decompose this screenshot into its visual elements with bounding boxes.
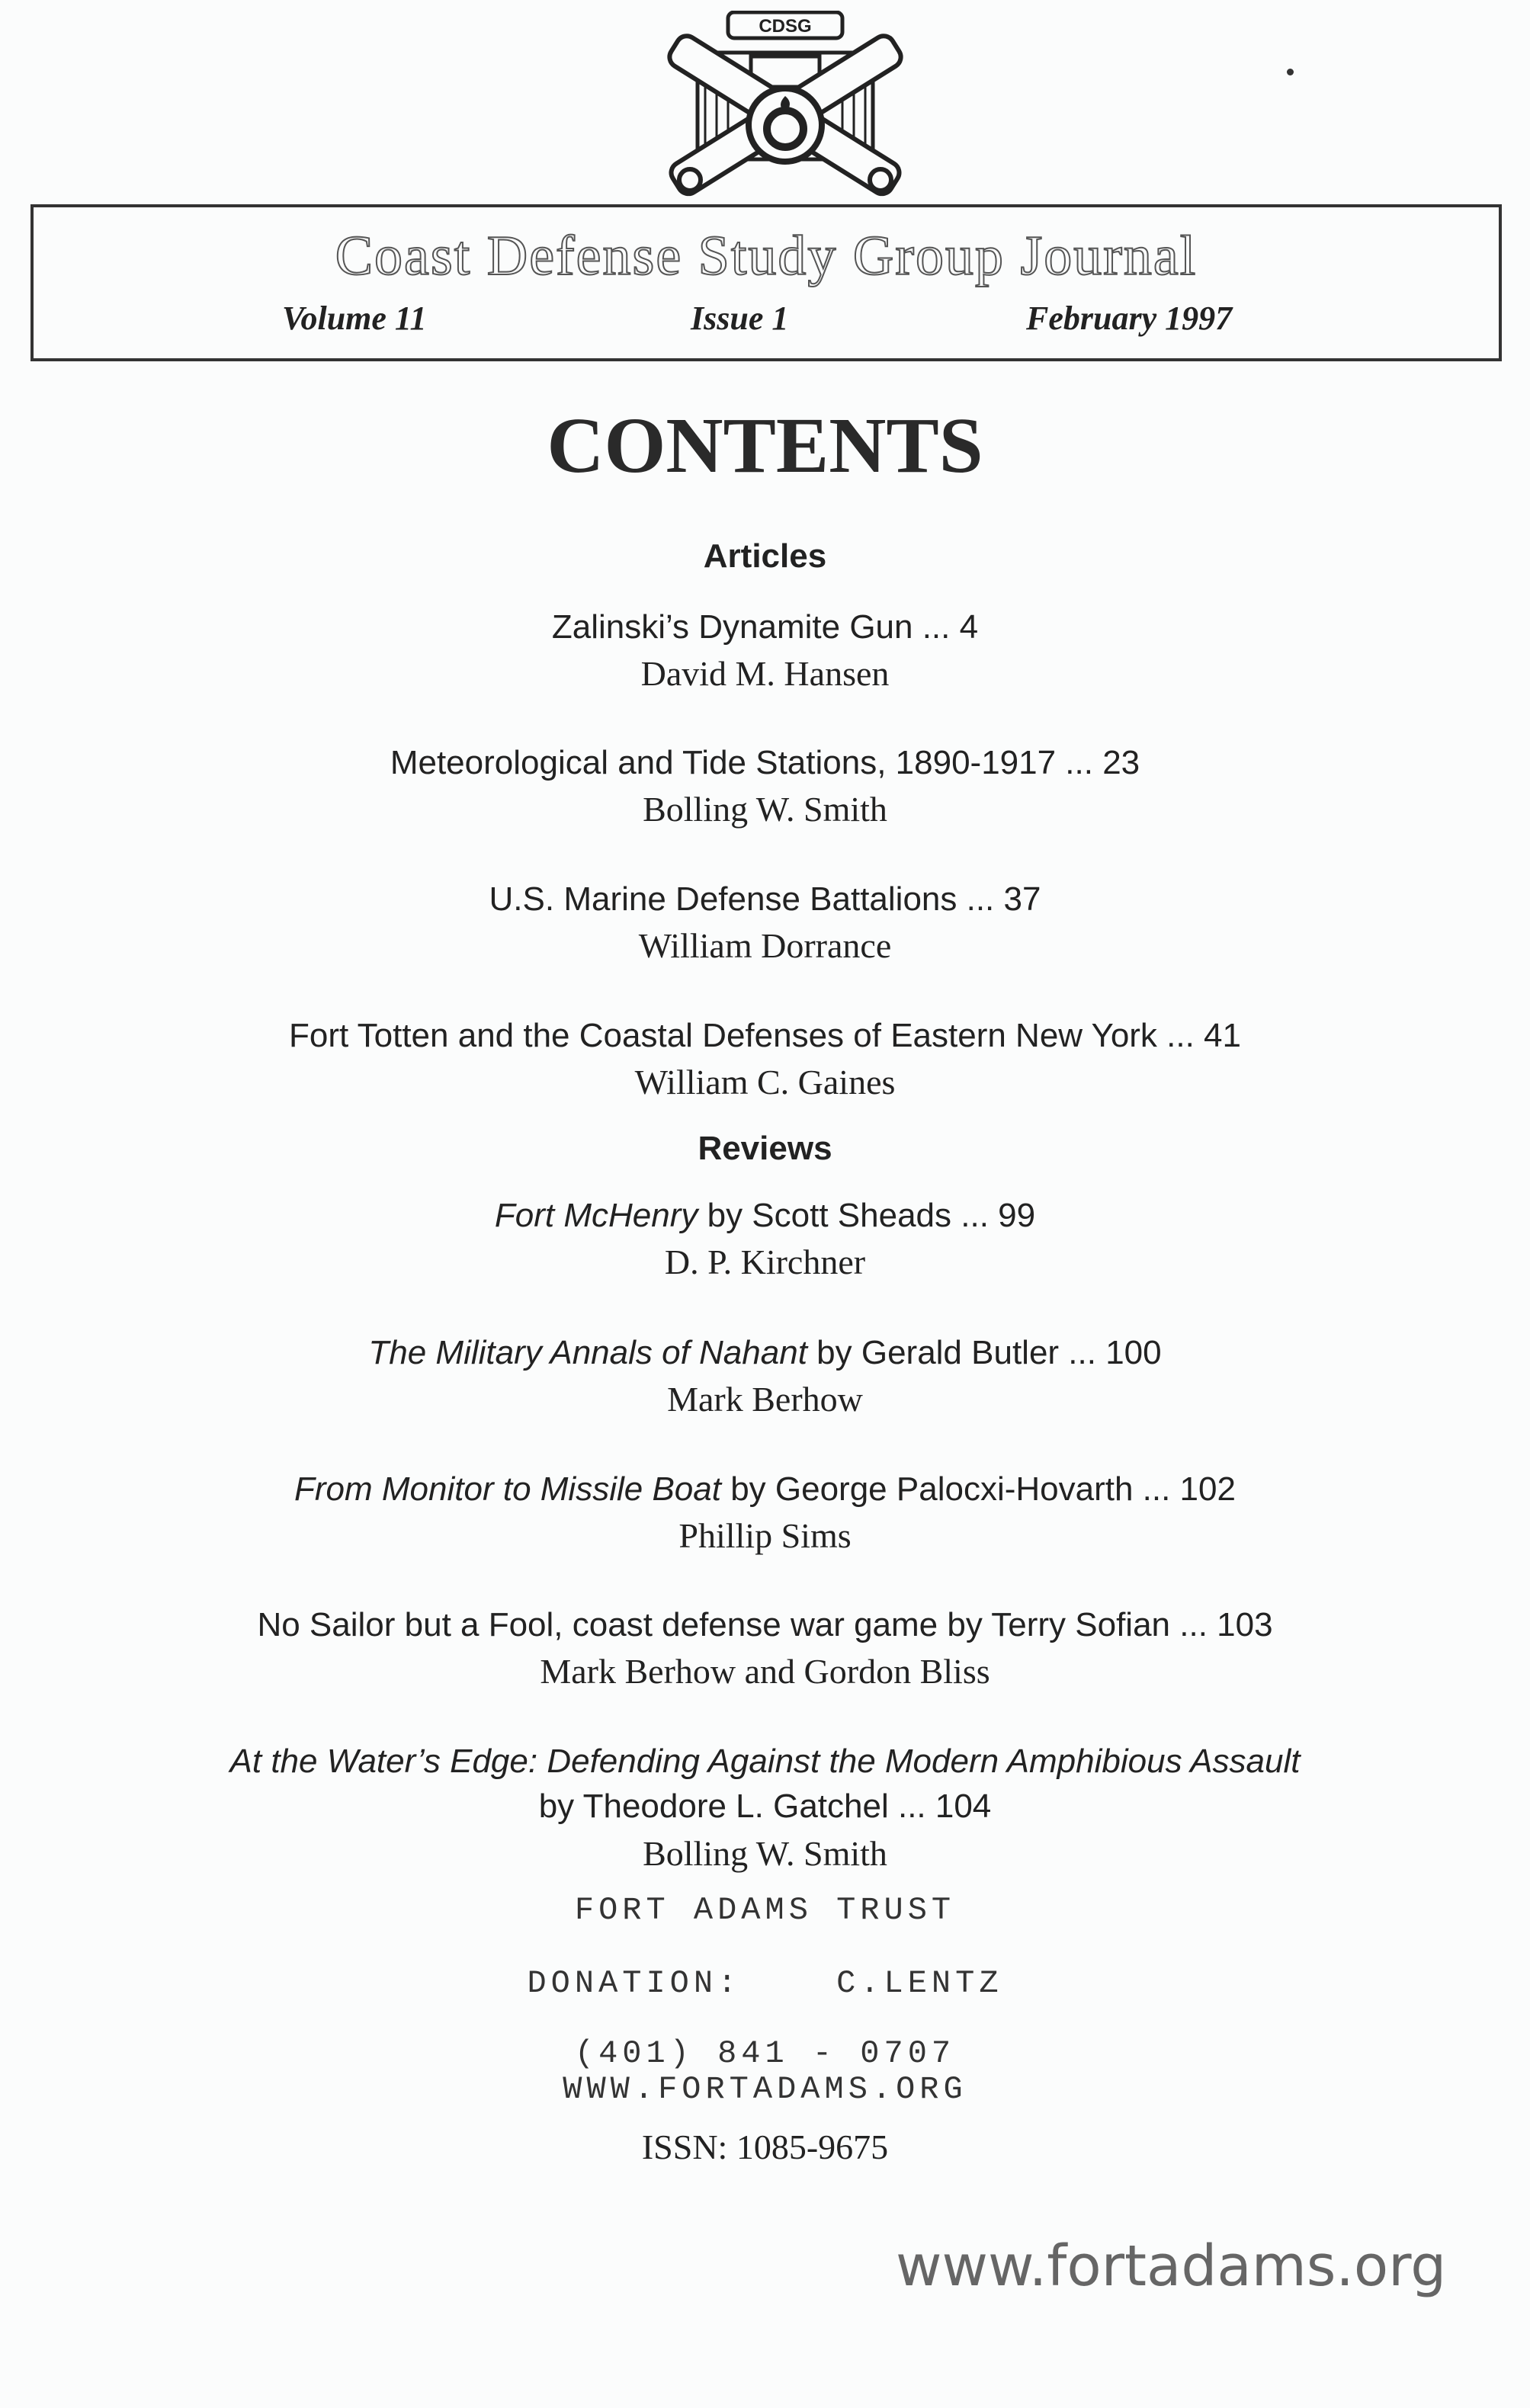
articles-heading: Articles xyxy=(703,537,827,575)
review-title-2-rest: by Gerald Butler ... 100 xyxy=(807,1334,1162,1371)
review-title-5 xyxy=(0,1743,1530,1781)
review-title-5-book: At the Water’s Edge: Defending Against the Modern Amphibious Assault xyxy=(229,1743,1301,1780)
article-title-2: Meteorological and Tide Stations, 1890-1917 ... 23 xyxy=(390,744,1140,781)
review-title-2 xyxy=(0,1334,1530,1372)
article-author-3: William Dorrance xyxy=(638,926,892,965)
review-title-3-rest: by George Palocxi-Hovarth ... 102 xyxy=(720,1470,1236,1508)
stamp-website: WWW.FORTADAMS.ORG xyxy=(563,2071,967,2108)
article-author-2: Bolling W. Smith xyxy=(643,790,887,829)
review-title-4: No Sailor but a Fool, coast defense war game by Terry Sofian ... 103 xyxy=(257,1606,1273,1643)
stamp-phone: (401) 841 - 0707 xyxy=(574,2035,956,2072)
watermark-url: www.fortadams.org xyxy=(896,2233,1447,2299)
logo-badge-text: CDSG xyxy=(759,16,812,37)
article-title-4: Fort Totten and the Coastal Defenses of Eastern New York ... 41 xyxy=(288,1017,1241,1054)
review-title-1 xyxy=(0,1197,1530,1235)
article-title-1: Zalinski’s Dynamite Gun ... 4 xyxy=(551,608,979,646)
article-title-3: U.S. Marine Defense Battalions ... 37 xyxy=(489,880,1041,918)
review-title-3 xyxy=(0,1470,1530,1509)
stamp-donation: DONATION: C.LENTZ xyxy=(527,1965,1003,2002)
journal-title: Coast Defense Study Group Journal xyxy=(335,225,1198,287)
contents-heading: CONTENTS xyxy=(547,402,983,489)
review-title-5-line2: by Theodore L. Gatchel ... 104 xyxy=(538,1788,992,1825)
review-author-4: Mark Berhow and Gordon Bliss xyxy=(540,1652,990,1691)
review-title-3-book: From Monitor to Missile Boat xyxy=(294,1470,721,1508)
review-author-1: D. P. Kirchner xyxy=(664,1242,866,1281)
stamp-trust-name: FORT ADAMS TRUST xyxy=(574,1892,956,1929)
issn: ISSN: 1085-9675 xyxy=(641,2127,889,2166)
article-author-1: David M. Hansen xyxy=(640,654,890,693)
article-author-4: William C. Gaines xyxy=(634,1063,896,1101)
journal-header-box xyxy=(30,204,1502,361)
speck-mark xyxy=(1287,69,1294,75)
date-label: February 1997 xyxy=(1026,300,1233,337)
review-title-1-rest: by Scott Sheads ... 99 xyxy=(698,1197,1036,1234)
review-author-3: Phillip Sims xyxy=(678,1516,852,1555)
review-author-2: Mark Berhow xyxy=(667,1380,863,1419)
review-title-1-book: Fort McHenry xyxy=(494,1197,698,1234)
review-title-2-book: The Military Annals of Nahant xyxy=(368,1334,807,1371)
reviews-heading: Reviews xyxy=(698,1130,832,1167)
volume-label: Volume 11 xyxy=(282,300,427,337)
review-author-5: Bolling W. Smith xyxy=(643,1834,887,1873)
cdsg-crossed-cannons-logo xyxy=(652,11,919,197)
issue-label: Issue 1 xyxy=(691,300,789,337)
